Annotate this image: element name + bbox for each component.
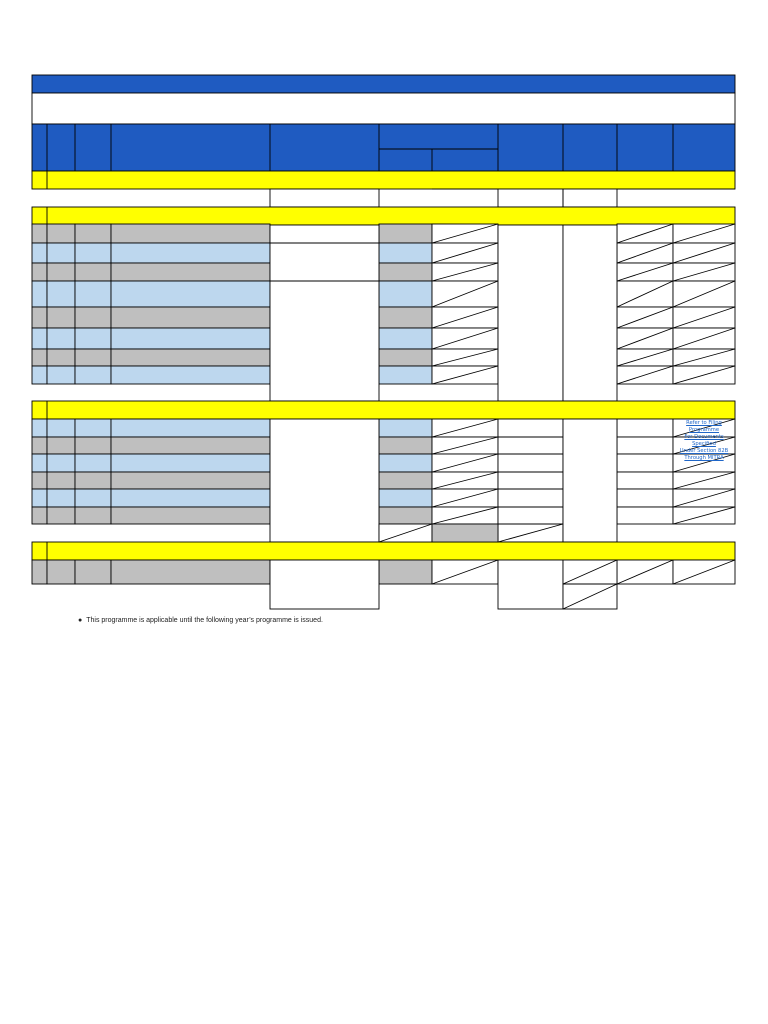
- table-cell: [379, 489, 432, 507]
- table-cell: [47, 224, 75, 243]
- table-cell: [75, 472, 111, 489]
- link-line-2: For Documents Specified: [684, 434, 724, 447]
- title-band: [32, 75, 735, 93]
- table-cell: [75, 243, 111, 263]
- table-cell: [32, 437, 47, 454]
- table-cell: [111, 437, 270, 454]
- table-cell: [32, 224, 47, 243]
- table-cell: [75, 281, 111, 307]
- table-cell: [32, 263, 47, 281]
- table-cell: [75, 349, 111, 366]
- table-cell: [111, 349, 270, 366]
- table-cell: [47, 366, 75, 384]
- table-cell: [32, 366, 47, 384]
- table-cell: [379, 454, 432, 472]
- table-cell: [617, 419, 673, 437]
- table-cell: [617, 454, 673, 472]
- merged-cell: [563, 225, 617, 401]
- table-cell: [111, 366, 270, 384]
- merged-cell: [563, 419, 617, 542]
- table-cell: [111, 489, 270, 507]
- table-cell: [379, 224, 432, 243]
- merged-cell: [270, 225, 379, 401]
- table-cell: [111, 560, 270, 584]
- table-cell: [75, 454, 111, 472]
- table-cell: [379, 349, 432, 366]
- table-cell: [432, 524, 498, 542]
- table-cell: [379, 560, 432, 584]
- table-cell: [111, 263, 270, 281]
- table-cell: [111, 419, 270, 437]
- table-cell: [75, 507, 111, 524]
- table-cell: [379, 307, 432, 328]
- table-cell: [379, 472, 432, 489]
- table-cell: [617, 437, 673, 454]
- table-cell: [47, 454, 75, 472]
- table-cell: [111, 328, 270, 349]
- table-cell: [47, 243, 75, 263]
- table-cell: [379, 419, 432, 437]
- merged-cell: [270, 560, 379, 609]
- table-cell: [75, 328, 111, 349]
- table-cell: [75, 437, 111, 454]
- link-line-4: Through MITRA: [684, 455, 724, 461]
- subtitle-band: [32, 93, 735, 124]
- filing-programme-link[interactable]: [672, 420, 736, 462]
- table-cell: [47, 437, 75, 454]
- table-cell: [111, 472, 270, 489]
- link-line-1: Refer to Filing Programme: [686, 420, 722, 433]
- table-cell: [111, 243, 270, 263]
- footnote-text: This programme is applicable until the following year’s programme is issued.: [86, 617, 323, 624]
- merged-cell: [563, 189, 617, 207]
- table-cell: [111, 224, 270, 243]
- merged-cell: [270, 189, 379, 207]
- table-cell: [47, 489, 75, 507]
- table-cell: [32, 419, 47, 437]
- table-cell: [32, 307, 47, 328]
- table-cell: [75, 419, 111, 437]
- table-cell: [111, 507, 270, 524]
- section-band: [32, 401, 735, 419]
- table-cell: [379, 263, 432, 281]
- table-cell: [617, 489, 673, 507]
- table-cell: [75, 263, 111, 281]
- merged-cell: [498, 189, 563, 207]
- merged-cell: [498, 560, 563, 609]
- footnote: [78, 617, 323, 624]
- merged-cell: [498, 225, 563, 401]
- table-cell: [32, 243, 47, 263]
- table-cell: [111, 454, 270, 472]
- bullet-icon: ●: [78, 617, 83, 624]
- table-cell: [47, 281, 75, 307]
- merged-cell: [563, 560, 617, 609]
- table-cell: [47, 349, 75, 366]
- table-cell: [47, 560, 75, 584]
- table-cell: [47, 307, 75, 328]
- table-cell: [75, 560, 111, 584]
- table-cell: [32, 560, 47, 584]
- table-cell: [32, 281, 47, 307]
- table-cell: [47, 419, 75, 437]
- table-cell: [379, 328, 432, 349]
- table-cell: [47, 328, 75, 349]
- section-band: [32, 542, 735, 560]
- table-cell: [47, 507, 75, 524]
- table-cell: [32, 507, 47, 524]
- table-cell: [75, 489, 111, 507]
- table-cell: [32, 454, 47, 472]
- link-line-3: Under Section 82B: [679, 448, 729, 454]
- table-cell: [379, 366, 432, 384]
- table-cell: [75, 366, 111, 384]
- table-cell: [379, 243, 432, 263]
- table-cell: [617, 472, 673, 489]
- table-cell: [32, 472, 47, 489]
- section-band: [32, 171, 735, 189]
- table-cell: [47, 472, 75, 489]
- table-cell: [617, 507, 673, 524]
- table-cell: [32, 349, 47, 366]
- column-header-band: [32, 124, 735, 171]
- table-cell: [111, 307, 270, 328]
- merged-cell: [270, 419, 379, 542]
- table-cell: [75, 307, 111, 328]
- table-cell: [47, 263, 75, 281]
- table-cell: [32, 328, 47, 349]
- table-cell: [379, 507, 432, 524]
- table-cell: [75, 224, 111, 243]
- table-cell: [32, 489, 47, 507]
- table-cell: [379, 437, 432, 454]
- table-cell: [111, 281, 270, 307]
- table-cell: [379, 281, 432, 307]
- section-band: [32, 207, 735, 225]
